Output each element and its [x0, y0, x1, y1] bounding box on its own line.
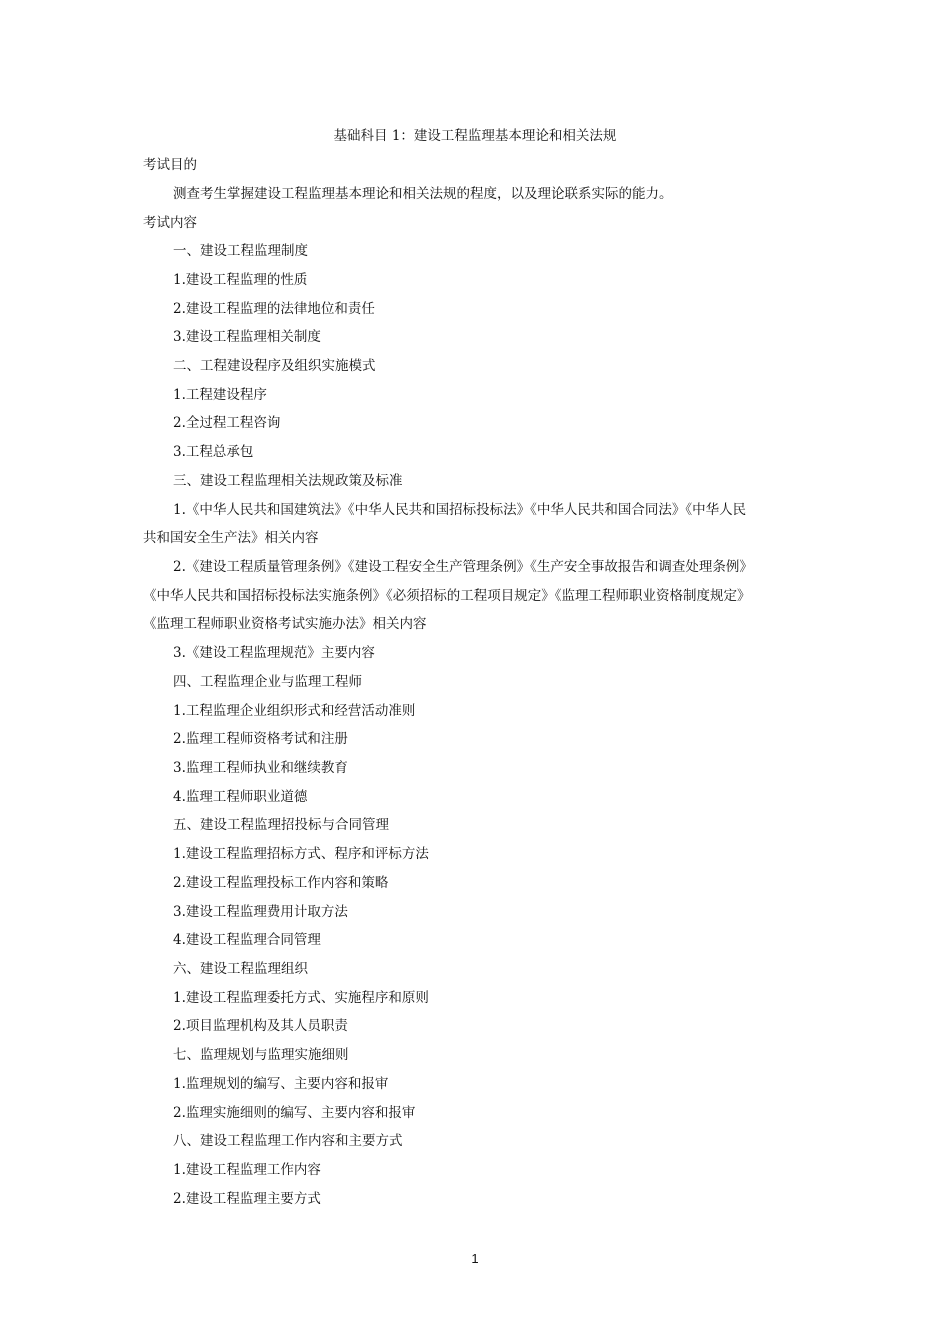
chapter-heading: 一、建设工程监理制度: [173, 243, 308, 259]
list-item: 1.建设工程监理的性质: [173, 272, 308, 288]
paragraph-exam-purpose: 测查考生掌握建设工程监理基本理论和相关法规的程度，以及理论联系实际的能力。: [173, 186, 673, 202]
list-item: 1.监理规划的编写、主要内容和报审: [173, 1076, 389, 1092]
page-number: 1: [471, 1251, 479, 1266]
list-item: 2.建设工程监理的法律地位和责任: [173, 301, 375, 317]
list-item: 1.建设工程监理招标方式、程序和评标方法: [173, 846, 429, 862]
list-item: 2.《建设工程质量管理条例》《建设工程安全生产管理条例》《生产安全事故报告和调查处理条例》: [173, 559, 753, 575]
list-item: 2.全过程工程咨询: [173, 415, 281, 431]
list-item: 3.《建设工程监理规范》主要内容: [173, 645, 375, 661]
list-item: 3.建设工程监理相关制度: [173, 329, 321, 345]
document-title: 基础科目 1：建设工程监理基本理论和相关法规: [333, 128, 617, 144]
chapter-heading: 二、工程建设程序及组织实施模式: [173, 358, 376, 374]
list-item: 2.建设工程监理投标工作内容和策略: [173, 875, 389, 891]
chapter-heading: 四、工程监理企业与监理工程师: [173, 674, 362, 690]
list-item: 4.建设工程监理合同管理: [173, 932, 321, 948]
chapter-heading: 五、建设工程监理招投标与合同管理: [173, 817, 389, 833]
list-item: 3.工程总承包: [173, 444, 254, 460]
list-item-continuation: 《监理工程师职业资格考试实施办法》相关内容: [143, 616, 427, 632]
section-heading-exam-purpose: 考试目的: [143, 157, 197, 173]
list-item: 2.监理工程师资格考试和注册: [173, 731, 348, 747]
list-item: 2.建设工程监理主要方式: [173, 1191, 321, 1207]
list-item-continuation: 《中华人民共和国招标投标法实施条例》《必须招标的工程项目规定》《监理工程师职业资格制度规定》: [143, 588, 751, 604]
list-item: 1.工程建设程序: [173, 387, 267, 403]
chapter-heading: 三、建设工程监理相关法规政策及标准: [173, 473, 403, 489]
list-item-continuation: 共和国安全生产法》相关内容: [143, 530, 319, 546]
list-item: 1.工程监理企业组织形式和经营活动准则: [173, 703, 416, 719]
list-item: 3.监理工程师执业和继续教育: [173, 760, 348, 776]
list-item: 2.监理实施细则的编写、主要内容和报审: [173, 1105, 416, 1121]
chapter-heading: 六、建设工程监理组织: [173, 961, 308, 977]
list-item: 4.监理工程师职业道德: [173, 789, 308, 805]
list-item: 2.项目监理机构及其人员职责: [173, 1018, 348, 1034]
list-item: 1.建设工程监理委托方式、实施程序和原则: [173, 990, 429, 1006]
list-item: 1.建设工程监理工作内容: [173, 1162, 321, 1178]
list-item: 1.《中华人民共和国建筑法》《中华人民共和国招标投标法》《中华人民共和国合同法》《中华人民: [173, 502, 747, 518]
section-heading-exam-content: 考试内容: [143, 215, 197, 231]
chapter-heading: 七、监理规划与监理实施细则: [173, 1047, 349, 1063]
list-item: 3.建设工程监理费用计取方法: [173, 904, 348, 920]
chapter-heading: 八、建设工程监理工作内容和主要方式: [173, 1133, 403, 1149]
